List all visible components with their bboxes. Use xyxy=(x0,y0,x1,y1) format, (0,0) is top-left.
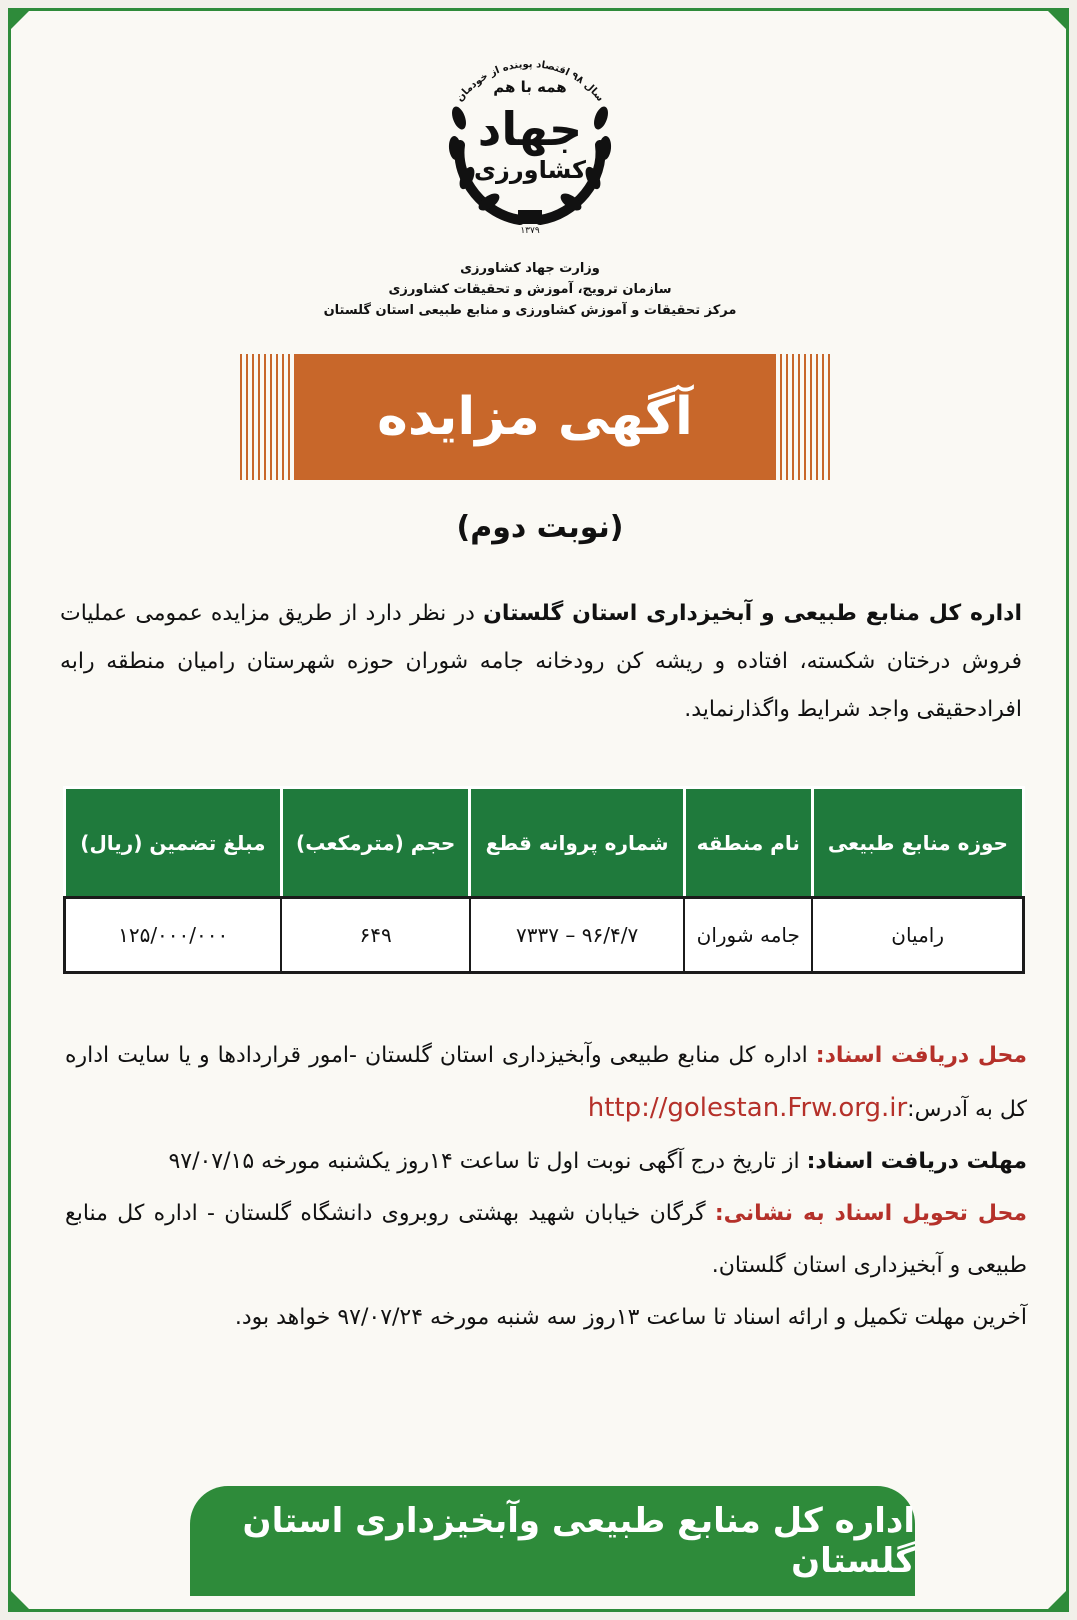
table-cell: ۱۲۵/۰۰۰/۰۰۰ xyxy=(65,898,282,973)
logo-name-main: جهاد xyxy=(477,102,583,156)
deadline-label: مهلت دریافت اسناد: xyxy=(806,1149,1027,1174)
logo-year: ۱۳۷۹ xyxy=(520,226,540,235)
deadline xyxy=(65,1136,1027,1188)
details-section xyxy=(65,1030,1027,1344)
ministry-line: سازمان ترویج، آموزش و تحقیقات کشاورزی xyxy=(388,282,672,297)
intro-text: در نظر دارد از طریق مزایده عمومی عملیات فروش درختان شکسته، افتاده و ریشه کن رودخانه جامه شوران حوزه شهرستان رامیان منطقه رابه افرادحقیقی واجد شرایط واگذارنماید. xyxy=(60,601,1022,722)
logo-emblem-icon xyxy=(415,30,645,235)
auction-table xyxy=(63,786,1025,974)
table-cell: جامه شوران xyxy=(684,898,812,973)
table-cell: رامیان xyxy=(812,898,1023,973)
round-label: (نوبت دوم) xyxy=(456,510,624,545)
corner-ornament xyxy=(11,11,29,29)
website-link[interactable]: http://golestan.Frw.org.ir xyxy=(587,1093,908,1123)
logo-name-sub: کشاورزی xyxy=(474,156,586,184)
header-cell-region: نام منطقه xyxy=(684,788,812,898)
logo-slogan: همه با هم xyxy=(493,78,567,96)
table-header-row xyxy=(65,788,1024,898)
corner-ornament xyxy=(1048,1591,1066,1609)
receive-place xyxy=(65,1030,1027,1136)
receive-place-text: اداره کل منابع طبیعی وآبخیزداری استان گلستان -امور قراردادها و یا سایت اداره کل به آدرس: xyxy=(65,1043,1027,1122)
table-cell: ۶۴۹ xyxy=(281,898,470,973)
table-cell: ۹۶/۴/۷ – ۷۳۳۷ xyxy=(470,898,684,973)
banner-stripes xyxy=(240,354,296,480)
logo-motto: سال ۹۸ اقتصاد پوینده از خودمان xyxy=(454,59,606,104)
receive-place-label: محل دریافت اسناد: xyxy=(815,1043,1028,1068)
corner-ornament xyxy=(11,1591,29,1609)
header-cell-volume: حجم (مترمکعب) xyxy=(281,788,470,898)
ministry-line: مرکز تحقیقات و آموزش کشاورزی و منابع طبیعی استان گلستان xyxy=(323,303,737,318)
table-row xyxy=(65,898,1024,973)
jihad-keshavarzi-logo xyxy=(415,30,645,235)
delivery-place xyxy=(65,1188,1027,1292)
deadline-text: از تاریخ درج آگهی نوبت اول تا ساعت ۱۴روز یکشنبه مورخه ۹۷/۰۷/۱۵ xyxy=(168,1149,807,1174)
intro-paragraph xyxy=(60,590,1022,734)
intro-org-name: اداره کل منابع طبیعی و آبخیزداری استان گلستان xyxy=(483,601,1022,626)
ministry-header xyxy=(300,258,760,321)
header-cell-area: حوزه منابع طبیعی xyxy=(812,788,1023,898)
banner-stripes xyxy=(774,354,830,480)
title-banner xyxy=(240,354,830,480)
ministry-line: وزارت جهاد کشاورزی xyxy=(460,261,600,276)
delivery-label: محل تحویل اسناد به نشانی: xyxy=(714,1201,1027,1226)
header-cell-permit: شماره پروانه قطع xyxy=(470,788,684,898)
final-deadline: آخرین مهلت تکمیل و ارائه اسناد تا ساعت ۱۳روز سه شنبه مورخه ۹۷/۰۷/۲۴ خواهد بود. xyxy=(234,1305,1027,1330)
header-cell-guarantee: مبلغ تضمین (ریال) xyxy=(65,788,282,898)
delivery-text: گرگان خیابان شهید بهشتی روبروی دانشگاه گلستان - اداره کل منابع طبیعی و آبخیزداری استان گلستان. xyxy=(65,1201,1027,1278)
footer-org-banner: اداره کل منابع طبیعی وآبخیزداری استان گلستان xyxy=(190,1486,915,1596)
banner-title: آگهی مزایده xyxy=(296,354,774,480)
corner-ornament xyxy=(1048,11,1066,29)
